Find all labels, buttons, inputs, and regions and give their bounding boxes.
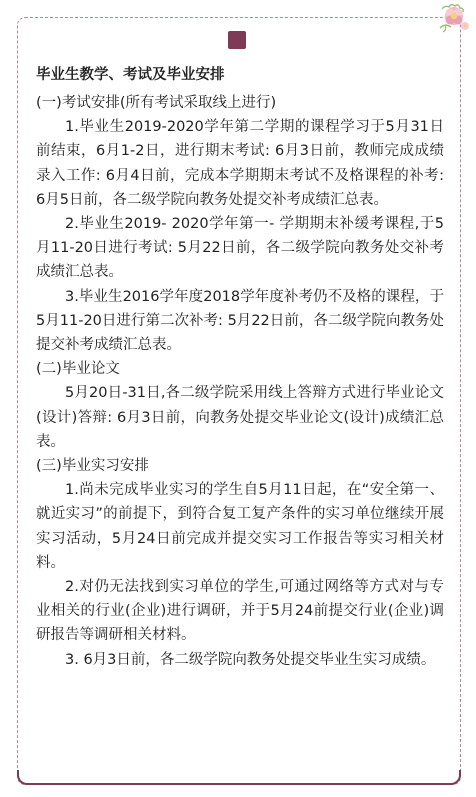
section1-item3: 3.毕业生2016学年度2018学年度补考仍不及格的课程，于5月11-20日进行第二次补考: 5月22日前，各二级学院向教务处提交补考成绩汇总表。 xyxy=(36,288,444,354)
flower-icon xyxy=(436,1,472,35)
section3-item3: 3. 6月3日前，各二级学院向教务处提交毕业生实习成绩。 xyxy=(65,651,436,668)
section3-title: (三)毕业实习安排 xyxy=(36,458,149,475)
section2-body: 5月20日-31日,各二级学院采用线上答辩方式进行毕业论文(设计)答辩: 6月3日前，向教务处提交毕业论文(设计)成绩汇总表。 xyxy=(36,385,444,450)
section3-item2: 2.对仍无法找到实习单位的学生,可通过网络等方式对与专业相关的行业(企业)进行调研，并于5月24前提交行业(企业)调研报告等调研相关材料。 xyxy=(36,579,444,644)
square-marker-icon xyxy=(228,31,246,49)
article-title: 毕业生教学、考试及毕业安排 xyxy=(36,67,225,83)
section2-title: (二)毕业论文 xyxy=(36,361,120,378)
section1-item2: 2.毕业生2019- 2020学年第一- 学期期末补缓考课程,于5月11-20日进行考试: 5月22日前，各二级学院向教务处交补考成绩汇总表。 xyxy=(36,216,444,281)
section3-item1: 1.尚未完成毕业实习的学生自5月11日起，在“安全第一、就近实习”的前提下，到符合复工复产条件的实习单位继续开展实习活动，5月24日前完成并提交实习工作报告等实习相关材料。 xyxy=(36,482,444,571)
section1-item1: 1.毕业生2019-2020学年第二学期的课程学习于5月31日前结束，6月1-2日，进行期末考试: 6月3日前，教师完成成绩录入工作: 6月4日前，完成本学期期末考试不及格课程的补考: 6月5日前，各二级学院向教务处提交补考成绩汇总表。 xyxy=(36,119,444,208)
card-bottom-border xyxy=(17,770,461,785)
article-content xyxy=(36,64,444,672)
section1-title: (一)考试安排(所有考试采取线上进行) xyxy=(36,95,277,111)
